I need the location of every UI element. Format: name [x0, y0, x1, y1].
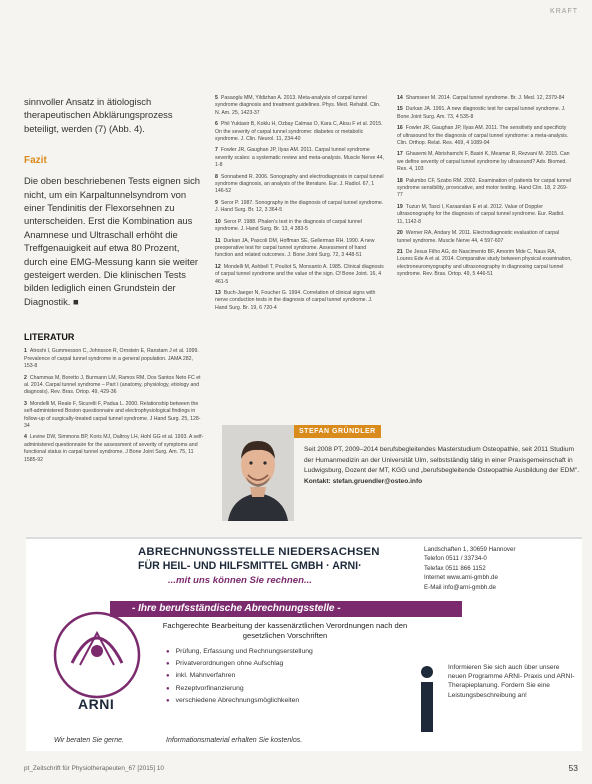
reference-item: [215, 200, 385, 215]
literature-heading: LITERATUR: [24, 332, 75, 343]
section-header: KRAFT: [550, 8, 578, 15]
reference-text: De Jesus Filho AG, do Nascimento BF, Amorim Mde C, Naus RA, Loures Ede A et al. 2014. Comparative study between physical examination, electroneuromyography and ultrasonography in diagnosing carpal tunnel syndrome. Rev. Bras. Ortop. 49, 5 446-51: [397, 248, 572, 278]
ad-footer-middle: Informationsmaterial erhalten Sie kostenlos.: [166, 737, 303, 744]
reference-item: [24, 348, 204, 370]
reference-item: [397, 106, 572, 121]
reference-item: [397, 151, 572, 173]
arni-logo-text: ARNI: [78, 696, 115, 712]
ad-footer-left: Wir beraten Sie gerne.: [54, 737, 124, 744]
ad-headline: [138, 546, 418, 586]
reference-text: Durkan JA. 1991. A new diagnostic test for carpal tunnel syndrome. J. Bone Joint Surg. Am. 73, 4 535-8: [397, 106, 566, 120]
author-bio: [304, 445, 582, 487]
reference-text: Levine DW, Simmons BP, Koris MJ, Daltroy LH, Hohl GG et al. 1993. A self-administered questionnaire for the assessment of severity of symptoms and functional status in carpal tunnel syndrome. J Bone Joint Surg. Am. 75, 11 1585-92: [24, 434, 204, 463]
reference-text: Ghasemi M, Abrishamchi F, Basiri K, Meamar R, Rezvani M. 2015. Can we define severity of carpal tunnel syndrome by ultrasound? Adv. Biomed. Res. 4, 103: [397, 151, 570, 173]
column-right: [397, 95, 572, 283]
reference-number: 3: [24, 400, 27, 407]
ad-info-text: Informieren Sie sich auch über unsere neuen Programme ARNI- Praxis und ARNI- Therapieplanung. Fordern Sie eine Leistungsbeschreibung an!: [448, 664, 575, 699]
reference-item: [397, 125, 572, 147]
reference-text: Sonnabend R. 2006. Sonography and electrodiagnosis in carpal tunnel syndrome diagnosis, an analysis of the literature. Eur. J. Radiol. 67, 1 146-52: [215, 173, 384, 195]
reference-item: [215, 95, 385, 117]
ad-service-item: ● inkl. Mahnverfahren: [166, 670, 416, 682]
reference-number: 16: [397, 125, 403, 132]
reference-text: Shamseer M. 2014. Carpal tunnel syndrome. Br. J. Med. 12, 2379-84: [405, 95, 565, 101]
author-box: [222, 425, 582, 521]
reference-text: Werner RA, Andary M. 2011. Electrodiagnostic evaluation of carpal tunnel syndrome. Muscle Nerve 44, 4 597-607: [397, 230, 559, 244]
ad-title-2: FÜR HEIL- UND HILFSMITTEL GMBH · ARNI·: [138, 560, 362, 572]
fazit-text: Die oben beschriebenen Tests eignen sich nicht, um ein Karpaltunnelsyndrom von einer Tendinitis der Flexorsehnen zu unterscheiden. Erst die Kombination aus Anamnese und Ultraschall erhöht die Treffgenauigkeit auf etwa 80 Prozent, durch eine EMG-Messung kann sie weiter gesteigert werden. Die klinischen Tests bilden lediglich einen Grundstein der Diagnostik. ■: [24, 175, 200, 307]
reference-item: [215, 219, 385, 234]
arni-advertisement: [26, 537, 582, 751]
ad-slogan: ...mit uns können Sie rechnen...: [168, 575, 312, 586]
reference-text: Seror P. 1987. Sonography in the diagnosis of carpal tunnel syndrome. J. Hand Surg. Br. 12, 3 364-5: [215, 199, 384, 214]
reference-text: Tuzun M, Tasci I, Karaarslan E et al. 2012. Value of Doppler ultrasonography for the diagnosis of carpal tunnel syndrome. Eur. Radiol. 11, 1142-8: [397, 203, 565, 225]
reference-number: 12: [215, 263, 221, 270]
ad-service-item: ● Rezeptvorfinanzierung: [166, 683, 416, 695]
reference-text: Fowler JR, Gaughan JP, Ilyas AM. 2011. The sensitivity and specificity of ultrasound for the diagnosis of carpal tunnel syndrome: a meta-analysis. Clin. Orthop. Relat. Res. 469, 4 1089-94: [397, 125, 569, 147]
reference-item: [215, 147, 385, 169]
info-i-icon: [414, 664, 440, 734]
ad-service-item: ● verschiedene Abrechnungsmöglichkeiten: [166, 695, 416, 707]
ad-fax: Telefax 0511 866 1152: [424, 564, 486, 572]
reference-text: Phil Yuktasir B, Koklu H, Ozbay Calmas O, Kara C, Aksu F et al. 2015. On the severity of carpal tunnel syndrome: diabetes or metabolic syndrome. J. Clin. Neurol. 11, 234-40: [215, 121, 383, 143]
column-middle: [215, 95, 385, 316]
reference-text: Atroshi I, Gummesson C, Johnsson R, Ornstein E, Ranstam J et al. 1999. Prevalence of carpal tunnel syndrome in a general population. JAMA 282, 153-8: [24, 348, 199, 370]
author-name: STEFAN GRÜNDLER: [294, 425, 381, 438]
ad-email-link[interactable]: E-Mail info@arni-gmbh.de: [424, 583, 496, 591]
reference-text: Chammas M, Boretto J, Burmann LM, Ramos RM, Dos Santos Neto FC et al. 2014. Carpal tunnel syndrome – Part I (anatomy, physiology, etiology and diagnosis). Rev. Bras. Ortop. 49, 429-36: [24, 374, 201, 396]
ad-description: Fachgerechte Bearbeitung der kassenärztlichen Verordnungen nach den gesetzlichen Vorschriften: [162, 621, 408, 640]
reference-item: [397, 249, 572, 279]
reference-number: 8: [215, 173, 218, 180]
column-left: [24, 95, 204, 468]
reference-number: 19: [397, 203, 403, 210]
reference-number: 21: [397, 248, 403, 255]
ad-address: Landschaften 1, 30659 Hannover: [424, 546, 516, 553]
reference-number: 20: [397, 230, 403, 237]
reference-number: 6: [215, 121, 218, 128]
reference-item: [215, 238, 385, 260]
reference-item: [397, 230, 572, 245]
reference-number: 13: [215, 289, 221, 296]
reference-item: [397, 95, 572, 102]
footer-journal: pt_Zeitschrift für Physiotherapeuten_67 [2015] 10: [24, 765, 164, 772]
reference-text: Fowler JR, Gaughan JP, Ilyas AM. 2011. Carpal tunnel syndrome severity scales: a systematic review and meta-analysis. Muscle Nerve 44, 1-8: [215, 147, 384, 169]
reference-item: [24, 401, 204, 431]
ad-title-1: ABRECHNUNGSSTELLE NIEDERSACHSEN: [138, 546, 380, 558]
reference-number: 5: [215, 95, 218, 101]
reference-item: [215, 121, 385, 143]
reference-number: 11: [215, 237, 221, 244]
reference-item: [215, 264, 385, 286]
reference-item: [397, 204, 572, 226]
reference-number: 7: [215, 147, 218, 154]
fazit-heading: Fazit: [24, 155, 47, 167]
reference-number: 1: [24, 348, 27, 355]
reference-item: [397, 178, 572, 200]
ad-service-item: ● Privatverordnungen ohne Aufschlag: [166, 658, 416, 670]
reference-number: 4: [24, 434, 27, 441]
reference-item: [24, 434, 204, 464]
page-number: 53: [568, 763, 578, 773]
author-portrait-icon: [222, 425, 294, 521]
reference-number: 14: [397, 95, 403, 101]
reference-item: [24, 375, 204, 397]
reference-text: Mondelli M, Reale F, Sicurelli F, Padua L. 2000. Relationship between the self-administered Boston questionnaire and electrophysiological findings in follow-up of surgically-treated carpal tunnel syndrome. J Hand Surg. 25, 128-34: [24, 400, 201, 429]
reference-number: 18: [397, 177, 403, 184]
reference-number: 9: [215, 199, 218, 206]
ad-service-item: ● Prüfung, Erfassung und Rechnungserstellung: [166, 646, 416, 658]
reference-item: [215, 290, 385, 312]
author-photo: [222, 425, 294, 521]
ad-service-list: [166, 646, 416, 707]
reference-text: Pasaoglu MM, Yildizhan A. 2013. Meta-analysis of carpal tunnel syndrome diagnosis and treatment guidelines. Phys. Med. Rehabil. Clin. N. Am. 25, 1423-37: [215, 95, 381, 116]
reference-number: 10: [215, 218, 221, 225]
reference-text: Durkan JA, Pascoli DM, Hoffman SE, Gellerman RH. 1990. A new preoperative test for carpal tunnel syndrome. Assessment of hand function and related outcomes. J. Bone Joint Surg. 72, 3 448-51: [215, 237, 375, 259]
reference-text: Seror P. 1988. Phalen's test in the diagnosis of carpal tunnel syndrome. J. Hand Surg. Br. 13, 4 383-5: [215, 218, 362, 233]
reference-text: Mondelli M, Ashbell T, Pouliot S, Monsanto A. 1985. Clinical diagnosis of carpal tunnel syndrome and the value of the sign. Cf Bone Joint. 16, 4 461-5: [215, 263, 384, 285]
reference-text: Palumbo CF, Szabo RM. 2002. Examination of patients for carpal tunnel syndrome sensibility, provocative, and motor testing. Hand Clin. 18, 2 269-77: [397, 177, 572, 199]
intro-text: sinnvoller Ansatz in ätiologisch therapeutischen Abklärungsprozess beteiligt, werden (7) (Abb. 4).: [24, 96, 173, 134]
author-bio-text: Seit 2008 PT, 2009–2014 berufsbegleitendes Masterstudium Osteopathie, seit 2011 Studium der Humanmedizin an der Universität Ulm, selbstständig tätig in einer Praxisgemeinschaft in Ludwigsburg, Dozent der MT, KGG und „berufsbegleitende Osteopathie Ausbildung der EDM".: [304, 446, 580, 475]
ad-website-link[interactable]: Internet www.arni-gmbh.de: [424, 574, 498, 582]
reference-text: Buch-Jaeger N, Foucher G. 1994. Correlation of clinical signs with nerve conduction tests in the diagnosis of carpal tunnel syndrome. J. Hand Surg. Br. 19, 6 720-4: [215, 289, 376, 311]
reference-number: 2: [24, 374, 27, 381]
reference-item: [215, 174, 385, 196]
reference-number: 15: [397, 106, 403, 113]
ad-banner: - Ihre berufsständische Abrechnungsstelle -: [110, 601, 462, 617]
ad-contact-block: [424, 545, 574, 592]
author-contact: Kontakt: stefan.gruendler@osteo.info: [304, 477, 423, 485]
ad-phone: Telefon 0511 / 33734-0: [424, 555, 487, 563]
reference-number: 17: [397, 151, 403, 158]
